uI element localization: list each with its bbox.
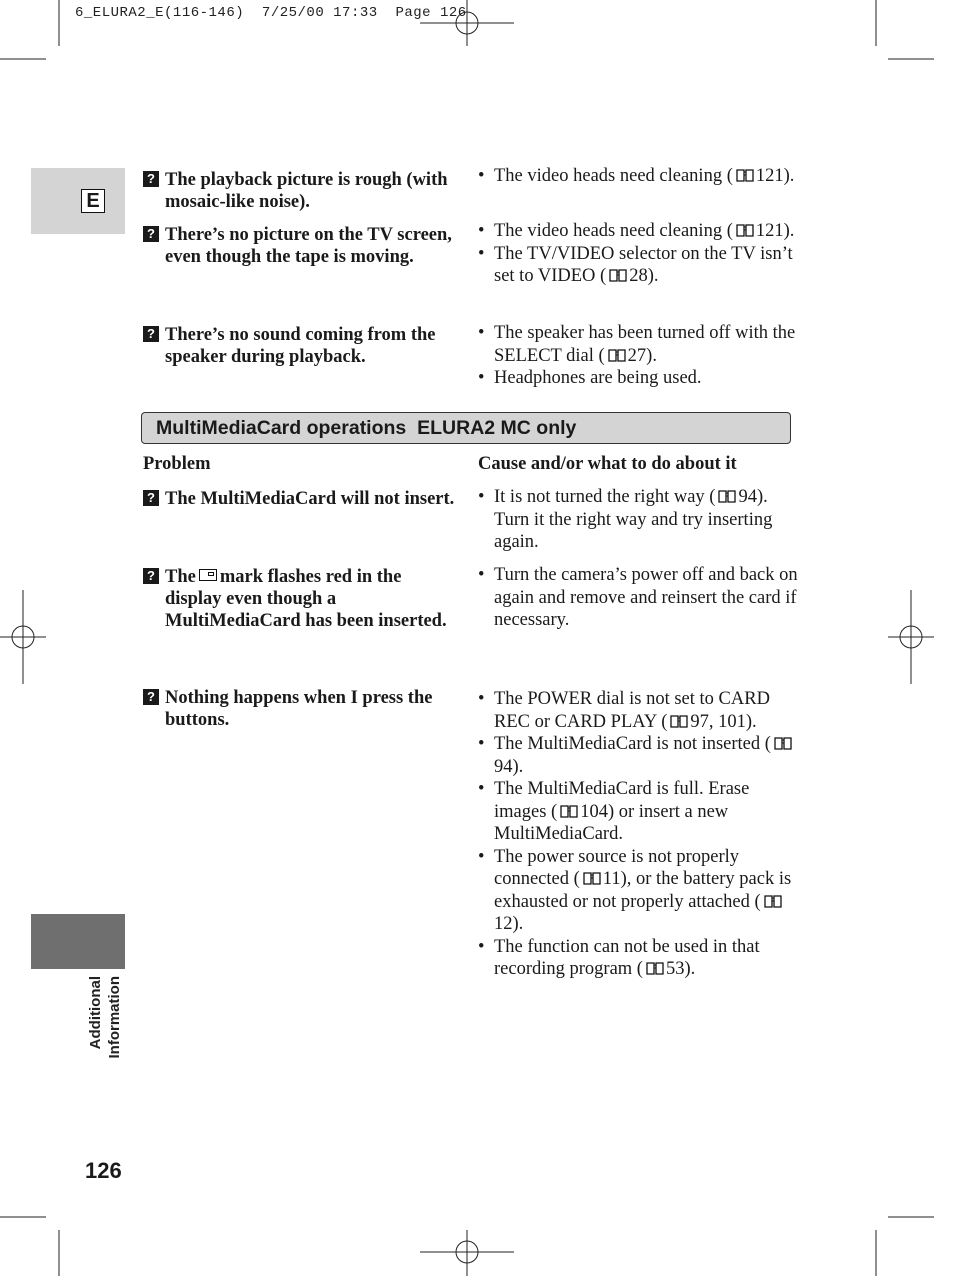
question-icon: ?	[143, 171, 159, 187]
problem-text: ? There’s no picture on the TV screen, even though the tape is moving.	[143, 224, 458, 268]
problem-text: ? The MultiMediaCard will not insert.	[143, 488, 458, 510]
cause-list	[478, 220, 798, 288]
cause-item: • Turn the camera’s power off and back on again and remove and reinsert the card if necessary.	[478, 564, 798, 632]
book-reference-icon	[560, 805, 578, 818]
cause-item: • The power source is not properly connected ( 11), or the battery pack is exhausted or not properly attached (12).	[478, 846, 798, 936]
cause-item: • Headphones are being used.	[478, 367, 798, 390]
cause-list	[478, 322, 798, 390]
column-header-cause: Cause and/or what to do about it	[478, 454, 737, 474]
book-reference-icon	[608, 349, 626, 362]
cause-list	[478, 688, 798, 981]
cause-item: • The TV/VIDEO selector on the TV isn’t set to VIDEO ( 28).	[478, 243, 798, 288]
book-reference-icon	[609, 269, 627, 282]
page-number: 126	[85, 1158, 122, 1183]
cause-item: • The video heads need cleaning ( 121).	[478, 165, 798, 188]
cause-item: • The video heads need cleaning ( 121).	[478, 220, 798, 243]
book-reference-icon	[764, 895, 782, 908]
problem-text: ? The playback picture is rough (with mosaic-like noise).	[143, 169, 458, 213]
cause-item: • The MultiMediaCard is not inserted (94).	[478, 733, 798, 778]
question-icon: ?	[143, 689, 159, 705]
column-header-problem: Problem	[143, 454, 211, 474]
language-tab	[31, 168, 125, 234]
cause-item: • It is not turned the right way ( 94). Turn it the right way and try inserting again.	[478, 486, 798, 554]
card-mark-icon	[199, 569, 217, 581]
question-icon: ?	[143, 490, 159, 506]
cause-list	[478, 165, 798, 188]
book-reference-icon	[718, 490, 736, 503]
book-reference-icon	[670, 715, 688, 728]
problem-text: ? Nothing happens when I press the buttons.	[143, 687, 458, 731]
cause-item: • The POWER dial is not set to CARD REC or CARD PLAY ( 97, 101).	[478, 688, 798, 733]
problem-text: ? The mark flashes red in the display even though a MultiMediaCard has been inserted.	[143, 566, 458, 632]
question-icon: ?	[143, 568, 159, 584]
cause-list	[478, 486, 798, 554]
print-header: 6_ELURA2_E(116-146) 7/25/00 17:33 Page 126	[75, 5, 467, 21]
book-reference-icon	[646, 962, 664, 975]
cause-item: • The function can not be used in that recording program ( 53).	[478, 936, 798, 981]
book-reference-icon	[774, 737, 792, 750]
book-reference-icon	[736, 169, 754, 182]
language-label: E	[81, 189, 105, 213]
side-tab-label: Additional Information	[87, 976, 123, 1059]
question-icon: ?	[143, 326, 159, 342]
cause-item: • The speaker has been turned off with the SELECT dial ( 27).	[478, 322, 798, 367]
question-icon: ?	[143, 226, 159, 242]
book-reference-icon	[583, 872, 601, 885]
cause-list	[478, 564, 798, 632]
book-reference-icon	[736, 224, 754, 237]
cause-item: • The MultiMediaCard is full. Erase images ( 104) or insert a new MultiMediaCard.	[478, 778, 798, 846]
section-side-tab	[31, 914, 125, 969]
problem-text: ? There’s no sound coming from the speaker during playback.	[143, 324, 458, 368]
section-heading: MultiMediaCard operations ELURA2 MC only	[141, 412, 791, 444]
